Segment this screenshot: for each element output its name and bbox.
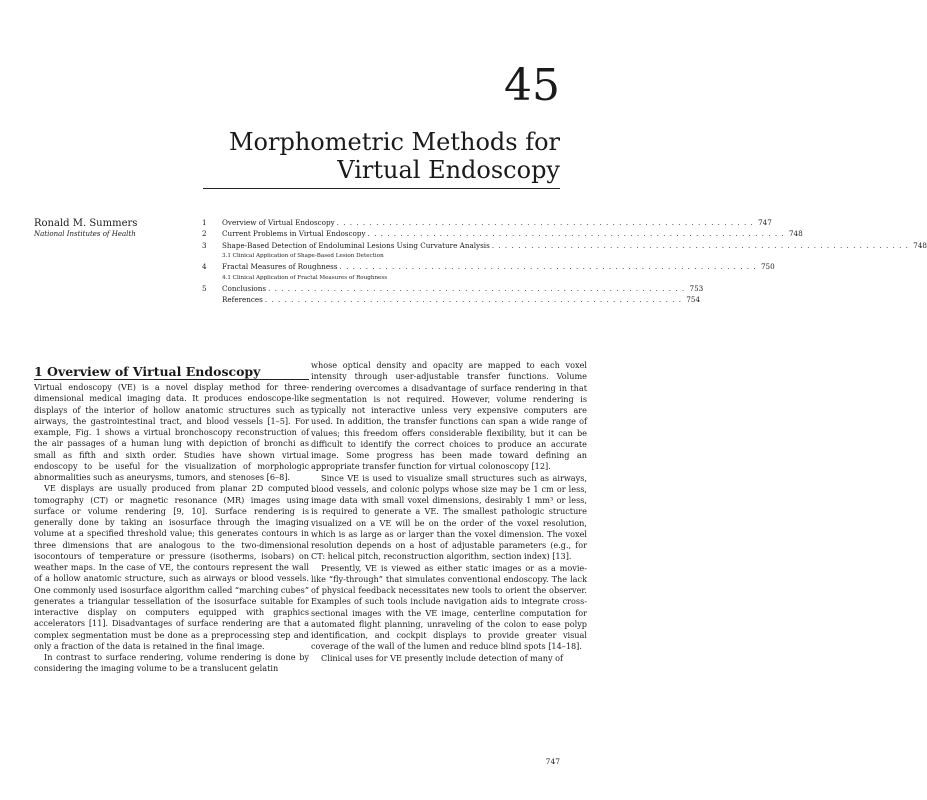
paragraph: In contrast to surface rendering, volume rendering is done by considering the imaging volume to be a translucent gelatin	[34, 652, 309, 674]
paragraph: Virtual endoscopy (VE) is a novel display method for three-dimensional medical imaging data. It produces endoscope-like displays of the interior of hollow anatomic structures such as airways, the gastrointestinal tract, and blood vessels [1–5]. For example, Fig. 1 shows a virtual bronchoscopy reconstruction of the air passages of a human lung with depiction of bronchi as small as fifth and sixth order. Studies have shown virtual endoscopy to be useful for the visualization of morphologic abnormalities such as aneurysms, tumors, and stenoses [6–8].	[34, 382, 309, 482]
toc-subentry[interactable]: 3.1 Clinical Application of Shape-Based Lesion Detection	[222, 252, 384, 259]
left-column	[34, 382, 309, 675]
toc-page: 754	[686, 295, 701, 305]
paragraph: Clinical uses for VE presently include detection of many of	[321, 652, 564, 663]
toc-entry[interactable]	[202, 240, 927, 252]
toc-page: 747	[758, 218, 772, 227]
author-affiliation: National Institutes of Health	[34, 230, 136, 238]
toc-number: 4	[202, 262, 207, 272]
toc-leader: . . . . . . . . . . . . . . . . . . . . . . . . . . . . . . . . . . . . . . . . . . . . . . . . . . . . . . . . . . . . . . . .	[367, 229, 785, 239]
toc-leader: . . . . . . . . . . . . . . . . . . . . . . . . . . . . . . . . . . . . . . . . . . . . . . . . . . . . . . . . . . . . . . . .	[336, 218, 754, 227]
chapter-title-line-1: Morphometric Methods for	[228, 128, 560, 156]
toc-label: Current Problems in Virtual Endoscopy	[222, 229, 366, 239]
section-rule	[34, 379, 309, 380]
section-heading: 1 Overview of Virtual Endoscopy	[34, 364, 261, 379]
toc-label: Shape-Based Detection of Endoluminal Lesions Using Curvature Analysis	[222, 240, 490, 250]
toc-label: References	[222, 295, 263, 305]
paragraph: VE displays are usually produced from planar 2D computed tomography (CT) or magnetic resonance (MR) images using surface or volume rendering [9, 10]. Surface rendering is generally done by taking an isosurface through the imaging volume at a specified threshold value; this generates contours in three dimensions that are analogous to the two-dimensional isocontours of temperature or pressure (isotherms, isobars) on weather maps. In the case of VE, the contours represent the wall of a hollow anatomic structure, such as airways or blood vessels. One commonly used isosurface algorithm called “marching cubes” generates a triangular tessellation of the isosurface suitable for interactive display on computers equipped with graphics accelerators [11]. Disadvantages of surface rendering are that a complex segmentation must be done as a preprocessing step and only a fraction of the data is retained in the final image.	[34, 483, 309, 651]
paragraph: Since VE is used to visualize small structures such as airways, blood vessels, and colonic polyps whose size may be 1 cm or less, image data with small voxel dimensions, desirably 1 mm³ or less, is required to generate a VE. The smallest pathologic structure visualized on a VE will be on the order of the voxel resolution, which is as large as or larger than the voxel dimension. The voxel resolution depends on a host of adjustable parameters (e.g., for CT: helical pitch, reconstruction algorithm, section index) [13].	[311, 472, 587, 562]
chapter-number: 45	[504, 60, 560, 111]
toc-page: 748	[788, 229, 803, 239]
toc-subentry[interactable]: 4.1 Clinical Application of Fractal Measures of Roughness	[222, 274, 388, 281]
toc-page: 753	[689, 284, 704, 294]
right-column	[311, 360, 587, 664]
table-of-contents	[202, 218, 927, 307]
toc-leader: . . . . . . . . . . . . . . . . . . . . . . . . . . . . . . . . . . . . . . . . . . . . . . . . . . . . . . . . . . . . . . . .	[491, 240, 909, 250]
toc-number: 1	[202, 218, 207, 227]
toc-number: 3	[202, 240, 207, 250]
paragraph: whose optical density and opacity are mapped to each voxel intensity through user-adjustable transfer functions. Volume rendering overcomes a disadvantage of surface rendering in that segmentation is not required. However, volume rendering is typically not interactive unless very expensive computers are used. In addition, the transfer functions can span a wide range of values; this freedom offers considerable flexibility, but it can be difficult to identify the correct choices to produce an accurate image. Some progress has been made toward defining an appropriate transfer function for virtual colonoscopy [12].	[311, 360, 587, 472]
toc-label: Overview of Virtual Endoscopy	[222, 218, 335, 227]
toc-entry[interactable]	[202, 218, 772, 229]
chapter-title-line-2: Virtual Endoscopy	[337, 156, 560, 184]
toc-page: 748	[913, 240, 927, 250]
toc-number: 2	[202, 229, 207, 239]
toc-leader: . . . . . . . . . . . . . . . . . . . . . . . . . . . . . . . . . . . . . . . . . . . . . . . . . . . . . . . . . . . . . . . .	[264, 295, 683, 305]
paragraph: Presently, VE is viewed as either static images or as a movie-like “fly-through” that simulates conventional endoscopy. The lack of physical feedback necessitates new tools to orient the observer. Examples of such tools include navigation aids to integrate cross-sectional images with the VE image, centerline computation for automated flight planning, unraveling of the colon to ease polyp identification, and cockpit displays to provide greater visual coverage of the wall of the lumen and reduce blind spots [14–18].	[311, 562, 587, 652]
page-number: 747	[545, 757, 560, 766]
toc-leader: . . . . . . . . . . . . . . . . . . . . . . . . . . . . . . . . . . . . . . . . . . . . . . . . . . . . . . . . . . . . . . . .	[268, 284, 686, 294]
toc-number: 5	[202, 284, 207, 294]
toc-label: Conclusions	[222, 284, 267, 294]
toc-label: Fractal Measures of Roughness	[222, 262, 338, 272]
title-rule	[203, 188, 560, 189]
toc-leader: . . . . . . . . . . . . . . . . . . . . . . . . . . . . . . . . . . . . . . . . . . . . . . . . . . . . . . . . . . . . . . . .	[339, 262, 757, 272]
author-name: Ronald M. Summers	[34, 218, 138, 229]
toc-entry[interactable]	[202, 229, 803, 240]
chapter-title	[140, 128, 560, 184]
toc-page: 750	[760, 262, 775, 272]
toc-entry[interactable]	[202, 284, 704, 295]
toc-entry[interactable]	[202, 295, 701, 306]
toc-entry[interactable]	[202, 262, 775, 273]
